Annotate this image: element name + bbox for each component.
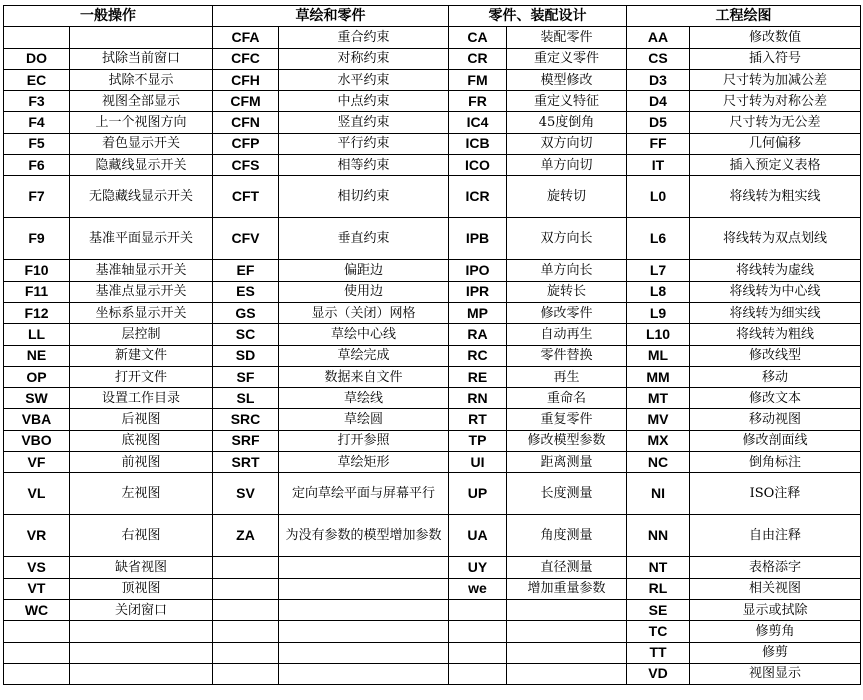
shortcut-description: 修改模型参数 — [507, 430, 627, 451]
shortcut-description: 草绘线 — [279, 388, 449, 409]
shortcut-description: 垂直约束 — [279, 218, 449, 260]
shortcut-description: 将线转为粗线 — [690, 324, 861, 345]
table-row — [4, 112, 861, 133]
shortcut-code: CFC — [213, 48, 279, 69]
shortcut-code: RT — [449, 409, 507, 430]
shortcut-description — [507, 663, 627, 684]
shortcut-code: CA — [449, 27, 507, 48]
shortcut-code: L10 — [627, 324, 690, 345]
table-row — [4, 69, 861, 90]
shortcut-description — [70, 27, 213, 48]
shortcut-description: 视图全部显示 — [70, 91, 213, 112]
shortcut-code: MX — [627, 430, 690, 451]
shortcut-description: 模型修改 — [507, 69, 627, 90]
shortcut-code — [449, 621, 507, 642]
shortcut-code — [4, 663, 70, 684]
shortcut-description: 修改剖面线 — [690, 430, 861, 451]
shortcut-code: ZA — [213, 515, 279, 557]
shortcut-description — [507, 621, 627, 642]
shortcut-code: NC — [627, 452, 690, 473]
shortcut-code: EF — [213, 260, 279, 281]
shortcut-code: UP — [449, 473, 507, 515]
shortcut-code: IC4 — [449, 112, 507, 133]
header-drawing: 工程绘图 — [627, 6, 861, 27]
shortcut-code: VD — [627, 663, 690, 684]
shortcut-description: 基准点显示开关 — [70, 281, 213, 302]
shortcut-code: FF — [627, 133, 690, 154]
shortcut-description — [279, 642, 449, 663]
shortcut-code: F5 — [4, 133, 70, 154]
shortcut-code: MM — [627, 366, 690, 387]
shortcut-code: TC — [627, 621, 690, 642]
shortcut-code: F6 — [4, 155, 70, 176]
shortcut-code: SL — [213, 388, 279, 409]
shortcut-code — [4, 621, 70, 642]
shortcut-code: IPO — [449, 260, 507, 281]
shortcut-code: RL — [627, 578, 690, 599]
shortcut-description: 双方向长 — [507, 218, 627, 260]
shortcut-code: L8 — [627, 281, 690, 302]
shortcut-description: 中点约束 — [279, 91, 449, 112]
table-row — [4, 599, 861, 620]
table-row — [4, 430, 861, 451]
shortcut-description: 单方向长 — [507, 260, 627, 281]
table-row — [4, 155, 861, 176]
shortcut-code: NN — [627, 515, 690, 557]
shortcut-description: 相切约束 — [279, 176, 449, 218]
shortcut-description: 重合约束 — [279, 27, 449, 48]
shortcut-code: IPR — [449, 281, 507, 302]
shortcut-description: 尺寸转为加减公差 — [690, 69, 861, 90]
shortcut-code: IT — [627, 155, 690, 176]
table-row — [4, 281, 861, 302]
shortcut-description: 倒角标注 — [690, 452, 861, 473]
shortcut-code — [449, 663, 507, 684]
shortcut-code: SRF — [213, 430, 279, 451]
shortcut-code: SRT — [213, 452, 279, 473]
shortcut-description: 坐标系显示开关 — [70, 302, 213, 323]
table-row — [4, 176, 861, 218]
shortcut-code: MP — [449, 302, 507, 323]
table-row — [4, 452, 861, 473]
table-row — [4, 218, 861, 260]
shortcut-description: 打开文件 — [70, 366, 213, 387]
table-row — [4, 388, 861, 409]
shortcut-code: LL — [4, 324, 70, 345]
shortcut-description — [279, 578, 449, 599]
shortcut-code — [213, 663, 279, 684]
shortcut-code: TT — [627, 642, 690, 663]
shortcut-description: 打开参照 — [279, 430, 449, 451]
shortcut-code: RE — [449, 366, 507, 387]
shortcut-description: 相关视图 — [690, 578, 861, 599]
shortcut-description: 新建文件 — [70, 345, 213, 366]
table-row — [4, 663, 861, 684]
shortcut-code: VBA — [4, 409, 70, 430]
shortcut-description: 几何偏移 — [690, 133, 861, 154]
shortcut-code: D4 — [627, 91, 690, 112]
shortcut-description: 修改零件 — [507, 302, 627, 323]
table-row — [4, 324, 861, 345]
shortcut-code: IPB — [449, 218, 507, 260]
shortcut-code: SW — [4, 388, 70, 409]
shortcut-code: NE — [4, 345, 70, 366]
table-row — [4, 133, 861, 154]
shortcut-code — [213, 557, 279, 578]
shortcut-description: 重命名 — [507, 388, 627, 409]
shortcut-code: AA — [627, 27, 690, 48]
shortcut-code — [449, 642, 507, 663]
shortcut-description: 插入符号 — [690, 48, 861, 69]
shortcut-code: F9 — [4, 218, 70, 260]
shortcut-code: UI — [449, 452, 507, 473]
shortcut-code: WC — [4, 599, 70, 620]
table-row — [4, 91, 861, 112]
shortcut-description: 前视图 — [70, 452, 213, 473]
table-row — [4, 578, 861, 599]
shortcut-code: ICO — [449, 155, 507, 176]
shortcut-description: 将线转为细实线 — [690, 302, 861, 323]
shortcut-description: 基准平面显示开关 — [70, 218, 213, 260]
shortcut-description — [70, 621, 213, 642]
shortcut-description: 尺寸转为无公差 — [690, 112, 861, 133]
shortcut-code: F4 — [4, 112, 70, 133]
shortcut-description: 单方向切 — [507, 155, 627, 176]
shortcut-code: F12 — [4, 302, 70, 323]
shortcut-code — [213, 599, 279, 620]
shortcut-description: 双方向切 — [507, 133, 627, 154]
shortcut-description: 表格添字 — [690, 557, 861, 578]
shortcut-description: 尺寸转为对称公差 — [690, 91, 861, 112]
shortcut-code: RN — [449, 388, 507, 409]
shortcut-code: D5 — [627, 112, 690, 133]
shortcut-code: NI — [627, 473, 690, 515]
shortcut-description: 重定义特征 — [507, 91, 627, 112]
shortcut-description — [70, 663, 213, 684]
shortcut-description: 缺省视图 — [70, 557, 213, 578]
shortcut-description: 重定义零件 — [507, 48, 627, 69]
shortcut-code: D3 — [627, 69, 690, 90]
shortcut-code: L9 — [627, 302, 690, 323]
shortcut-description: 自动再生 — [507, 324, 627, 345]
shortcut-description: 拭除当前窗口 — [70, 48, 213, 69]
shortcut-description: 直径测量 — [507, 557, 627, 578]
header-part-assembly: 零件、装配设计 — [449, 6, 627, 27]
shortcut-description — [279, 557, 449, 578]
shortcut-description: 基准轴显示开关 — [70, 260, 213, 281]
shortcut-code: CFV — [213, 218, 279, 260]
shortcut-description: 将线转为双点划线 — [690, 218, 861, 260]
shortcut-description: 距离测量 — [507, 452, 627, 473]
shortcut-description: 修剪 — [690, 642, 861, 663]
shortcut-description: 草绘中心线 — [279, 324, 449, 345]
table-row — [4, 473, 861, 515]
shortcut-description: 旋转切 — [507, 176, 627, 218]
shortcut-description: 水平约束 — [279, 69, 449, 90]
shortcut-description: 拭除不显示 — [70, 69, 213, 90]
shortcut-description: ISO注释 — [690, 473, 861, 515]
shortcut-code: F3 — [4, 91, 70, 112]
shortcut-code: CR — [449, 48, 507, 69]
shortcut-code: FR — [449, 91, 507, 112]
shortcut-description: 修改文本 — [690, 388, 861, 409]
shortcut-description: 显示或拭除 — [690, 599, 861, 620]
shortcut-code: UA — [449, 515, 507, 557]
shortcut-description: 插入预定义表格 — [690, 155, 861, 176]
table-row — [4, 515, 861, 557]
shortcut-description: 数据来自文件 — [279, 366, 449, 387]
shortcut-description — [507, 642, 627, 663]
shortcut-description: 草绘矩形 — [279, 452, 449, 473]
shortcut-code — [4, 642, 70, 663]
shortcut-code — [213, 621, 279, 642]
shortcut-code: SF — [213, 366, 279, 387]
shortcut-code: F11 — [4, 281, 70, 302]
header-general-ops: 一般操作 — [4, 6, 213, 27]
shortcut-description: 后视图 — [70, 409, 213, 430]
shortcut-description: 将线转为粗实线 — [690, 176, 861, 218]
shortcut-code — [213, 642, 279, 663]
shortcut-code: RC — [449, 345, 507, 366]
shortcut-description: 长度测量 — [507, 473, 627, 515]
shortcut-code: CFT — [213, 176, 279, 218]
shortcut-code: OP — [4, 366, 70, 387]
shortcut-code: SC — [213, 324, 279, 345]
shortcut-description: 装配零件 — [507, 27, 627, 48]
shortcut-description: 相等约束 — [279, 155, 449, 176]
shortcut-code: NT — [627, 557, 690, 578]
shortcut-code: TP — [449, 430, 507, 451]
shortcut-code: CFM — [213, 91, 279, 112]
shortcut-code: VL — [4, 473, 70, 515]
shortcut-description: 45度倒角 — [507, 112, 627, 133]
shortcut-code: ICR — [449, 176, 507, 218]
shortcut-code — [449, 599, 507, 620]
shortcut-description: 自由注释 — [690, 515, 861, 557]
table-row — [4, 409, 861, 430]
shortcut-description: 着色显示开关 — [70, 133, 213, 154]
table-row — [4, 366, 861, 387]
shortcut-description: 左视图 — [70, 473, 213, 515]
shortcut-description: 右视图 — [70, 515, 213, 557]
shortcut-code: MV — [627, 409, 690, 430]
shortcut-code: SV — [213, 473, 279, 515]
shortcut-code: VT — [4, 578, 70, 599]
shortcut-description: 零件替换 — [507, 345, 627, 366]
shortcut-code: CFN — [213, 112, 279, 133]
shortcut-description: 修剪角 — [690, 621, 861, 642]
shortcut-table — [3, 5, 861, 685]
shortcut-description: 定向草绘平面与屏幕平行 — [279, 473, 449, 515]
table-row — [4, 302, 861, 323]
shortcut-description: 使用边 — [279, 281, 449, 302]
shortcut-description: 显示（关闭）网格 — [279, 302, 449, 323]
shortcut-description: 草绘完成 — [279, 345, 449, 366]
shortcut-description: 隐藏线显示开关 — [70, 155, 213, 176]
shortcut-description: 修改线型 — [690, 345, 861, 366]
shortcut-description — [279, 663, 449, 684]
shortcut-code: L0 — [627, 176, 690, 218]
shortcut-code: ES — [213, 281, 279, 302]
shortcut-description: 平行约束 — [279, 133, 449, 154]
shortcut-code: VF — [4, 452, 70, 473]
shortcut-code: VR — [4, 515, 70, 557]
shortcut-code: SD — [213, 345, 279, 366]
shortcut-description: 关闭窗口 — [70, 599, 213, 620]
table-row — [4, 48, 861, 69]
shortcut-code — [213, 578, 279, 599]
table-row — [4, 260, 861, 281]
shortcut-code: CS — [627, 48, 690, 69]
shortcut-description: 修改数值 — [690, 27, 861, 48]
shortcut-description: 顶视图 — [70, 578, 213, 599]
shortcut-code: CFP — [213, 133, 279, 154]
shortcut-description: 再生 — [507, 366, 627, 387]
shortcut-code: CFH — [213, 69, 279, 90]
shortcut-description: 将线转为虚线 — [690, 260, 861, 281]
shortcut-code: ICB — [449, 133, 507, 154]
shortcut-code: CFA — [213, 27, 279, 48]
shortcut-code: CFS — [213, 155, 279, 176]
shortcut-description: 为没有参数的模型增加参数 — [279, 515, 449, 557]
shortcut-code: FM — [449, 69, 507, 90]
shortcut-code — [4, 27, 70, 48]
shortcut-code: F7 — [4, 176, 70, 218]
shortcut-code: L6 — [627, 218, 690, 260]
shortcut-description: 无隐藏线显示开关 — [70, 176, 213, 218]
shortcut-code: ML — [627, 345, 690, 366]
shortcut-description — [279, 621, 449, 642]
shortcut-code: MT — [627, 388, 690, 409]
shortcut-code: RA — [449, 324, 507, 345]
table-row — [4, 345, 861, 366]
shortcut-description: 视图显示 — [690, 663, 861, 684]
shortcut-description: 移动视图 — [690, 409, 861, 430]
table-row — [4, 621, 861, 642]
shortcut-code: F10 — [4, 260, 70, 281]
shortcut-code: UY — [449, 557, 507, 578]
header-row — [4, 6, 861, 27]
shortcut-code: SE — [627, 599, 690, 620]
shortcut-description: 上一个视图方向 — [70, 112, 213, 133]
shortcut-description: 对称约束 — [279, 48, 449, 69]
header-sketch-part: 草绘和零件 — [213, 6, 449, 27]
shortcut-code: GS — [213, 302, 279, 323]
shortcut-code: DO — [4, 48, 70, 69]
shortcut-code: EC — [4, 69, 70, 90]
shortcut-code: we — [449, 578, 507, 599]
shortcut-description — [507, 599, 627, 620]
shortcut-description: 重复零件 — [507, 409, 627, 430]
shortcut-code: VBO — [4, 430, 70, 451]
shortcut-description: 角度测量 — [507, 515, 627, 557]
shortcut-description: 旋转长 — [507, 281, 627, 302]
shortcut-description: 移动 — [690, 366, 861, 387]
shortcut-description: 层控制 — [70, 324, 213, 345]
shortcut-description — [279, 599, 449, 620]
table-row — [4, 557, 861, 578]
shortcut-description: 将线转为中心线 — [690, 281, 861, 302]
table-row — [4, 27, 861, 48]
table-row — [4, 642, 861, 663]
shortcut-description: 竖直约束 — [279, 112, 449, 133]
shortcut-description: 偏距边 — [279, 260, 449, 281]
shortcut-code: SRC — [213, 409, 279, 430]
shortcut-code: L7 — [627, 260, 690, 281]
shortcut-description: 底视图 — [70, 430, 213, 451]
shortcut-description: 增加重量参数 — [507, 578, 627, 599]
shortcut-code: VS — [4, 557, 70, 578]
shortcut-description — [70, 642, 213, 663]
shortcut-description: 草绘圆 — [279, 409, 449, 430]
shortcut-description: 设置工作目录 — [70, 388, 213, 409]
